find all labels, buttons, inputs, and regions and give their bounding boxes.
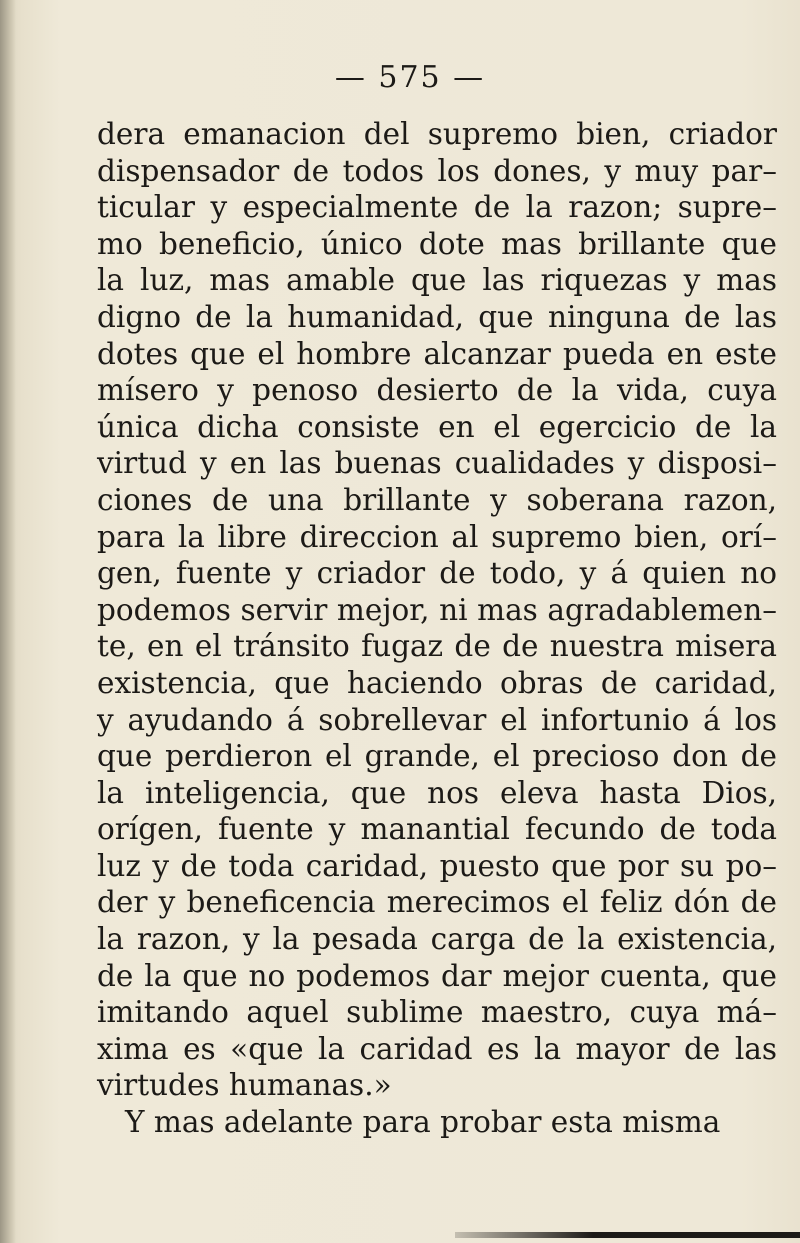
text-line: ticular y especialmente de la razon; supre– bbox=[97, 190, 777, 225]
text-line: existencia, que haciendo obras de caridad, bbox=[97, 665, 777, 700]
bottom-edge-shadow bbox=[455, 1232, 800, 1238]
text-line: la inteligencia, que nos eleva hasta Dios, bbox=[97, 775, 777, 810]
text-line: imitando aquel sublime maestro, cuya má– bbox=[97, 995, 777, 1030]
book-spine-shadow bbox=[0, 0, 16, 1243]
text-line: luz y de toda caridad, puesto que por su po– bbox=[97, 848, 777, 883]
text-line: Y mas adelante para probar esta misma bbox=[125, 1105, 721, 1140]
text-line: orígen, fuente y manantial fecundo de toda bbox=[97, 812, 777, 847]
text-line: para la libre direccion al supremo bien, orí– bbox=[97, 519, 777, 554]
text-line: der y beneficencia merecimos el feliz dón de bbox=[97, 885, 777, 920]
page-number: — 575 — bbox=[334, 60, 486, 95]
text-line: te, en el tránsito fugaz de de nuestra misera bbox=[97, 629, 777, 664]
text-line: virtud y en las buenas cualidades y disposi– bbox=[97, 446, 777, 481]
text-line: dispensador de todos los dones, y muy par– bbox=[97, 153, 777, 188]
text-line: única dicha consiste en el egercicio de la bbox=[97, 409, 777, 444]
text-line: mo beneficio, único dote mas brillante que bbox=[97, 226, 777, 261]
text-line: xima es «que la caridad es la mayor de las bbox=[97, 1031, 777, 1066]
text-line: y ayudando á sobrellevar el infortunio á los bbox=[97, 702, 777, 737]
text-line: dera emanacion del supremo bien, criador bbox=[97, 117, 777, 151]
text-line: digno de la humanidad, que ninguna de las bbox=[97, 299, 777, 334]
text-line: dotes que el hombre alcanzar pueda en este bbox=[97, 336, 777, 371]
text-line: ciones de una brillante y soberana razon, bbox=[97, 482, 777, 517]
text-line: de la que no podemos dar mejor cuenta, que bbox=[97, 958, 777, 993]
text-line: gen, fuente y criador de todo, y á quien no bbox=[97, 556, 777, 591]
text-line: que perdieron el grande, el precioso don de bbox=[97, 739, 777, 774]
text-line: podemos servir mejor, ni mas agradablemen– bbox=[97, 592, 777, 627]
text-line: mísero y penoso desierto de la vida, cuya bbox=[97, 373, 777, 408]
page-body-text bbox=[97, 116, 777, 1141]
text-line: la razon, y la pesada carga de la existencia, bbox=[97, 922, 777, 957]
text-line: virtudes humanas.» bbox=[97, 1068, 392, 1103]
text-line: la luz, mas amable que las riquezas y mas bbox=[97, 263, 777, 298]
